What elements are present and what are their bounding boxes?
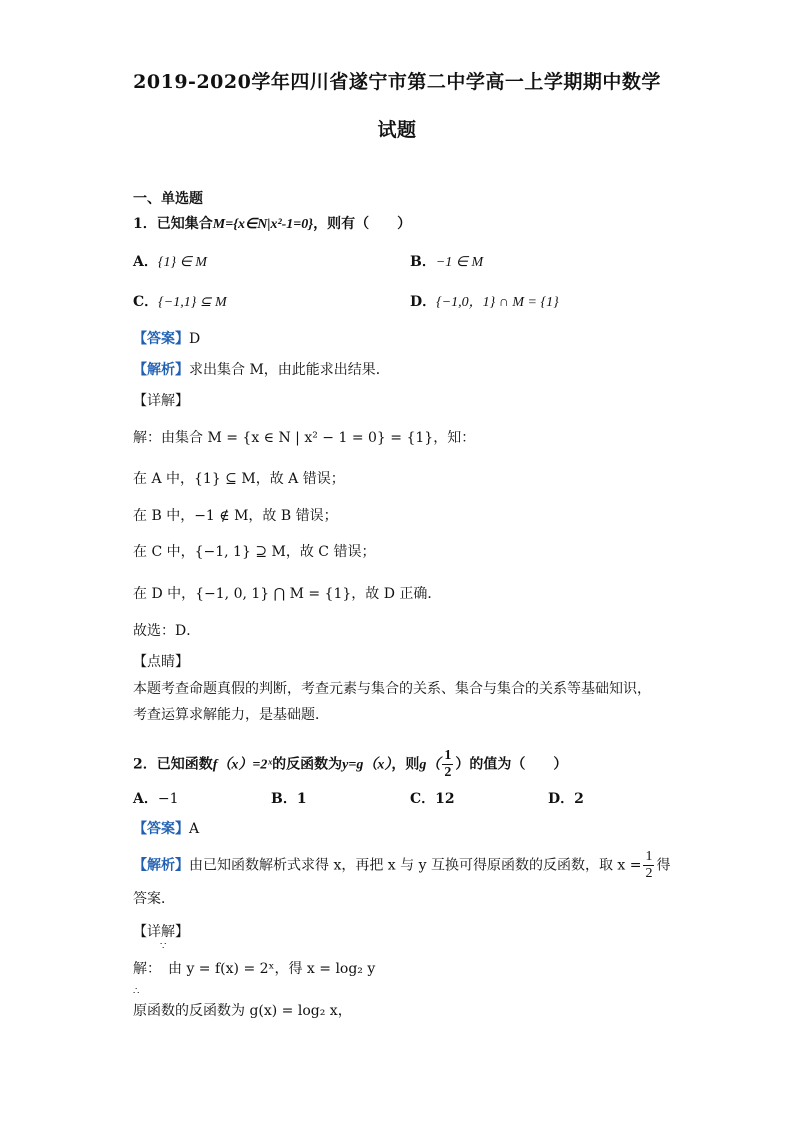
q1-option-b: B．−1 ∈ M (410, 254, 484, 270)
q1-stem-set: M={x∈N|x²-1=0} (212, 217, 314, 232)
answer-tag: 【答案】 (133, 331, 189, 347)
analysis-tag: 【解析】 (133, 857, 189, 874)
q1-answer (133, 328, 200, 348)
q2-option-d: D．2 (548, 791, 584, 807)
q1-detail-line-5: 在 D 中，{−1, 0, 1} ⋂ M = {1}，故 D 正确． (133, 586, 442, 602)
q1-comment: 本题考查命题真假的判断，考查元素与集合的关系、集合与集合的关系等基础知识，考查运算求解能力，是基础题． (133, 681, 651, 723)
q1-stem-prefix: 1．已知集合 (133, 216, 213, 232)
q1-detail-line-4: 在 C 中，{−1, 1} ⊇ M，故 C 错误； (133, 544, 376, 560)
q1-answer-value: D (189, 331, 201, 347)
q2-answer (133, 818, 199, 838)
q1-option-c: C．{−1,1} ⊆ M (133, 294, 227, 310)
section-heading: 一、单选题 (133, 191, 203, 207)
q1-stem (133, 213, 411, 233)
q1-detail-line-3: 在 B 中，−1 ∉ M，故 B 错误； (133, 508, 338, 524)
q1-analysis (133, 359, 390, 379)
q1-detail-tag: 【详解】 (133, 393, 189, 409)
analysis-tag: 【解析】 (133, 362, 189, 378)
q1-option-a: A．{1} ∈ M (133, 254, 207, 270)
since-symbol: ∵ (160, 941, 167, 952)
q1-option-d: D．{−1,0，1} ∩ M = {1} (410, 294, 559, 310)
q1-comment-tag: 【点睛】 (133, 654, 189, 670)
q1-detail-line-2: 在 A 中，{1} ⊆ M，故 A 错误； (133, 471, 345, 487)
doc-title-line2: 试题 (377, 119, 417, 141)
q2-analysis: 【解析】由已知函数解析式求得 x，再把 x 与 y 互换可得原函数的反函数，取 x = $\frac{1}{2}$ 得 (133, 849, 671, 881)
q2-analysis-cont: 答案． (133, 891, 175, 907)
q1-stem-suffix: ，则有（ ） (313, 216, 412, 232)
q2-option-a: A．−1 (133, 791, 179, 807)
q2-stem: 2．已知函数f（x）=2ˣ的反函数为y=g（x），则g（ $\frac{1}{2}$ ）的值为（ ） (133, 748, 568, 780)
q2-stem-inv: y=g（x） (342, 757, 392, 773)
therefore-symbol: ∴ (133, 986, 140, 997)
answer-tag: 【答案】 (133, 821, 189, 837)
q2-stem-func: f（x）=2ˣ (212, 757, 273, 773)
q1-analysis-text: 求出集合 M，由此能求出结果． (189, 362, 390, 378)
doc-title-line1: 2019-2020学年四川省遂宁市第二中学高一上学期期中数学 (133, 71, 661, 93)
q2-detail-tag: 【详解】 (133, 924, 189, 940)
q2-answer-value: A (189, 821, 200, 837)
q2-option-b: B．1 (271, 791, 307, 807)
q2-option-c: C．12 (410, 791, 455, 807)
q2-stem-fraction: $\frac{1}{2}$ (444, 748, 452, 780)
q2-detail-line-2: 原函数的反函数为 g(x) = log₂ x， (133, 1003, 352, 1019)
q1-detail-line-6: 故选：D． (133, 623, 201, 639)
q1-detail-line-1: 解：由集合 M = {x ∈ N | x² − 1 = 0} = {1}，知： (133, 430, 476, 446)
q2-analysis-fraction: $\frac{1}{2}$ (645, 849, 653, 881)
q2-detail-line-1: 解： 由 y = f(x) = 2ˣ，得 x = log₂ y (133, 961, 376, 977)
